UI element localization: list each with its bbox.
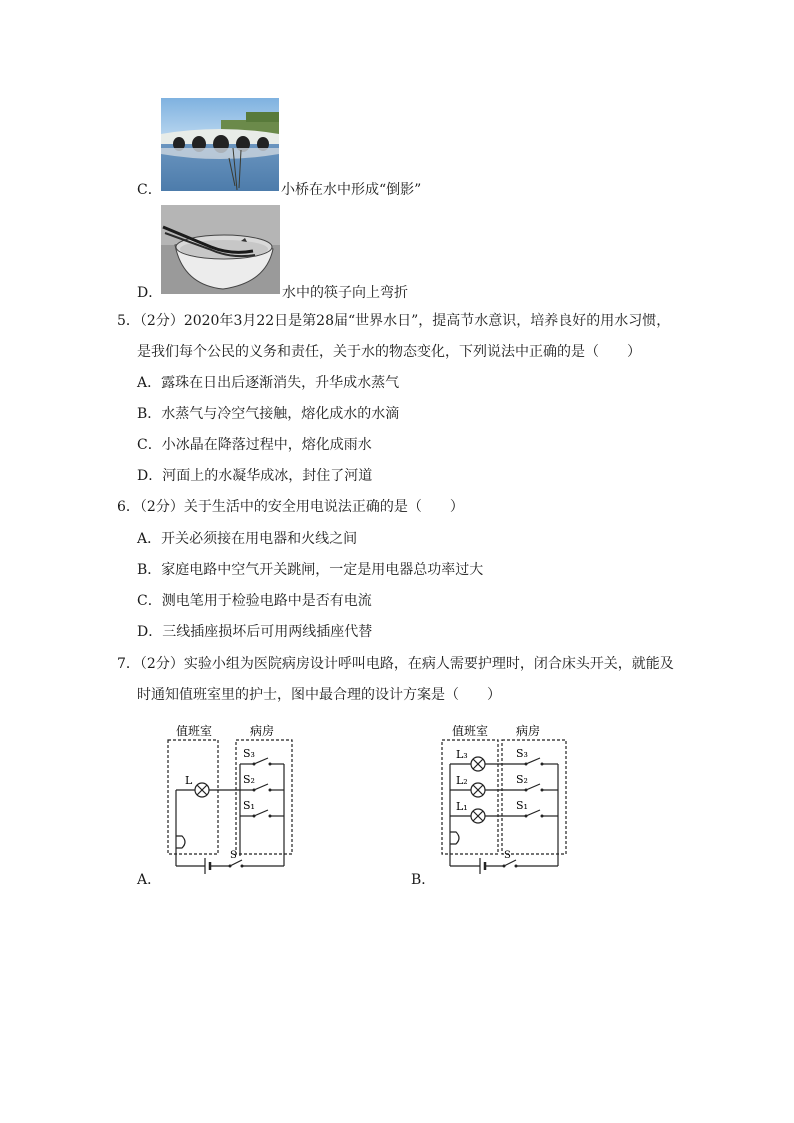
circuit-b-switch-s1: S₁	[516, 799, 528, 812]
q6-stem: 6．（2分）关于生活中的安全用电说法正确的是（ ）	[117, 499, 464, 515]
q7-option-a-label: A．	[137, 872, 162, 888]
circuit-a-switch-s1: S₁	[243, 799, 255, 812]
q4-option-d-caption: 水中的筷子向上弯折	[282, 285, 408, 301]
q7-option-b-label: B．	[411, 872, 436, 888]
circuit-a-lamp-label: L	[185, 774, 193, 787]
q5-option-a: A．露珠在日出后逐渐消失，升华成水蒸气	[137, 375, 400, 391]
q7-stem-line1: 7．（2分）实验小组为医院病房设计呼叫电路，在病人需要护理时，闭合床头开关，就能及	[117, 656, 674, 672]
q6-option-b: B．家庭电路中空气开关跳闸，一定是用电器总功率过大	[137, 562, 484, 578]
circuit-b-ward-label: 病房	[516, 724, 541, 738]
q7-stem-line2: 时通知值班室里的护士，图中最合理的设计方案是（ ）	[137, 687, 501, 703]
q5-stem-line1: 5．（2分）2020年3月22日是第28届“世界水日”，提高节水意识，培养良好的用水习惯，	[117, 313, 671, 329]
circuit-b-switch-s3: S₃	[516, 747, 528, 760]
circuit-b-duty-room-label: 值班室	[452, 724, 489, 738]
circuit-a-ward-label: 病房	[250, 724, 275, 738]
q6-option-c: C．测电笔用于检验电路中是否有电流	[137, 593, 372, 609]
q5-option-d: D．河面上的水凝华成冰，封住了河道	[137, 468, 373, 484]
circuit-a-main-switch: S	[230, 850, 237, 861]
circuit-b-switch-s2: S₂	[516, 773, 528, 786]
q4-option-d-label: D．	[137, 285, 163, 301]
circuit-diagram-a	[130, 718, 305, 888]
bridge-reflection-photo	[161, 98, 279, 191]
q6-option-d: D．三线插座损坏后可用两线插座代替	[137, 624, 373, 640]
circuit-b-main-switch: S	[504, 850, 511, 861]
q6-option-a: A．开关必须接在用电器和火线之间	[137, 531, 358, 547]
q5-stem-line2: 是我们每个公民的义务和责任，关于水的物态变化，下列说法中正确的是（ ）	[137, 344, 641, 360]
circuit-a-switch-s3: S₃	[243, 747, 255, 760]
circuit-a-duty-room-label: 值班室	[176, 724, 213, 738]
circuit-b-lamp-l2: L₂	[456, 774, 468, 787]
q4-option-c-label: C．	[137, 182, 162, 198]
circuit-b-lamp-l1: L₁	[456, 800, 468, 813]
circuit-a-switch-s2: S₂	[243, 773, 255, 786]
circuit-b-lamp-l3: L₃	[456, 748, 468, 761]
circuit-diagram-b	[430, 718, 605, 888]
q5-option-b: B．水蒸气与冷空气接触，熔化成水的水滴	[137, 406, 400, 422]
q5-option-c: C．小冰晶在降落过程中，熔化成雨水	[137, 437, 372, 453]
chopsticks-bowl-photo	[161, 205, 280, 294]
q4-option-c-caption: 小桥在水中形成“倒影”	[281, 182, 422, 198]
